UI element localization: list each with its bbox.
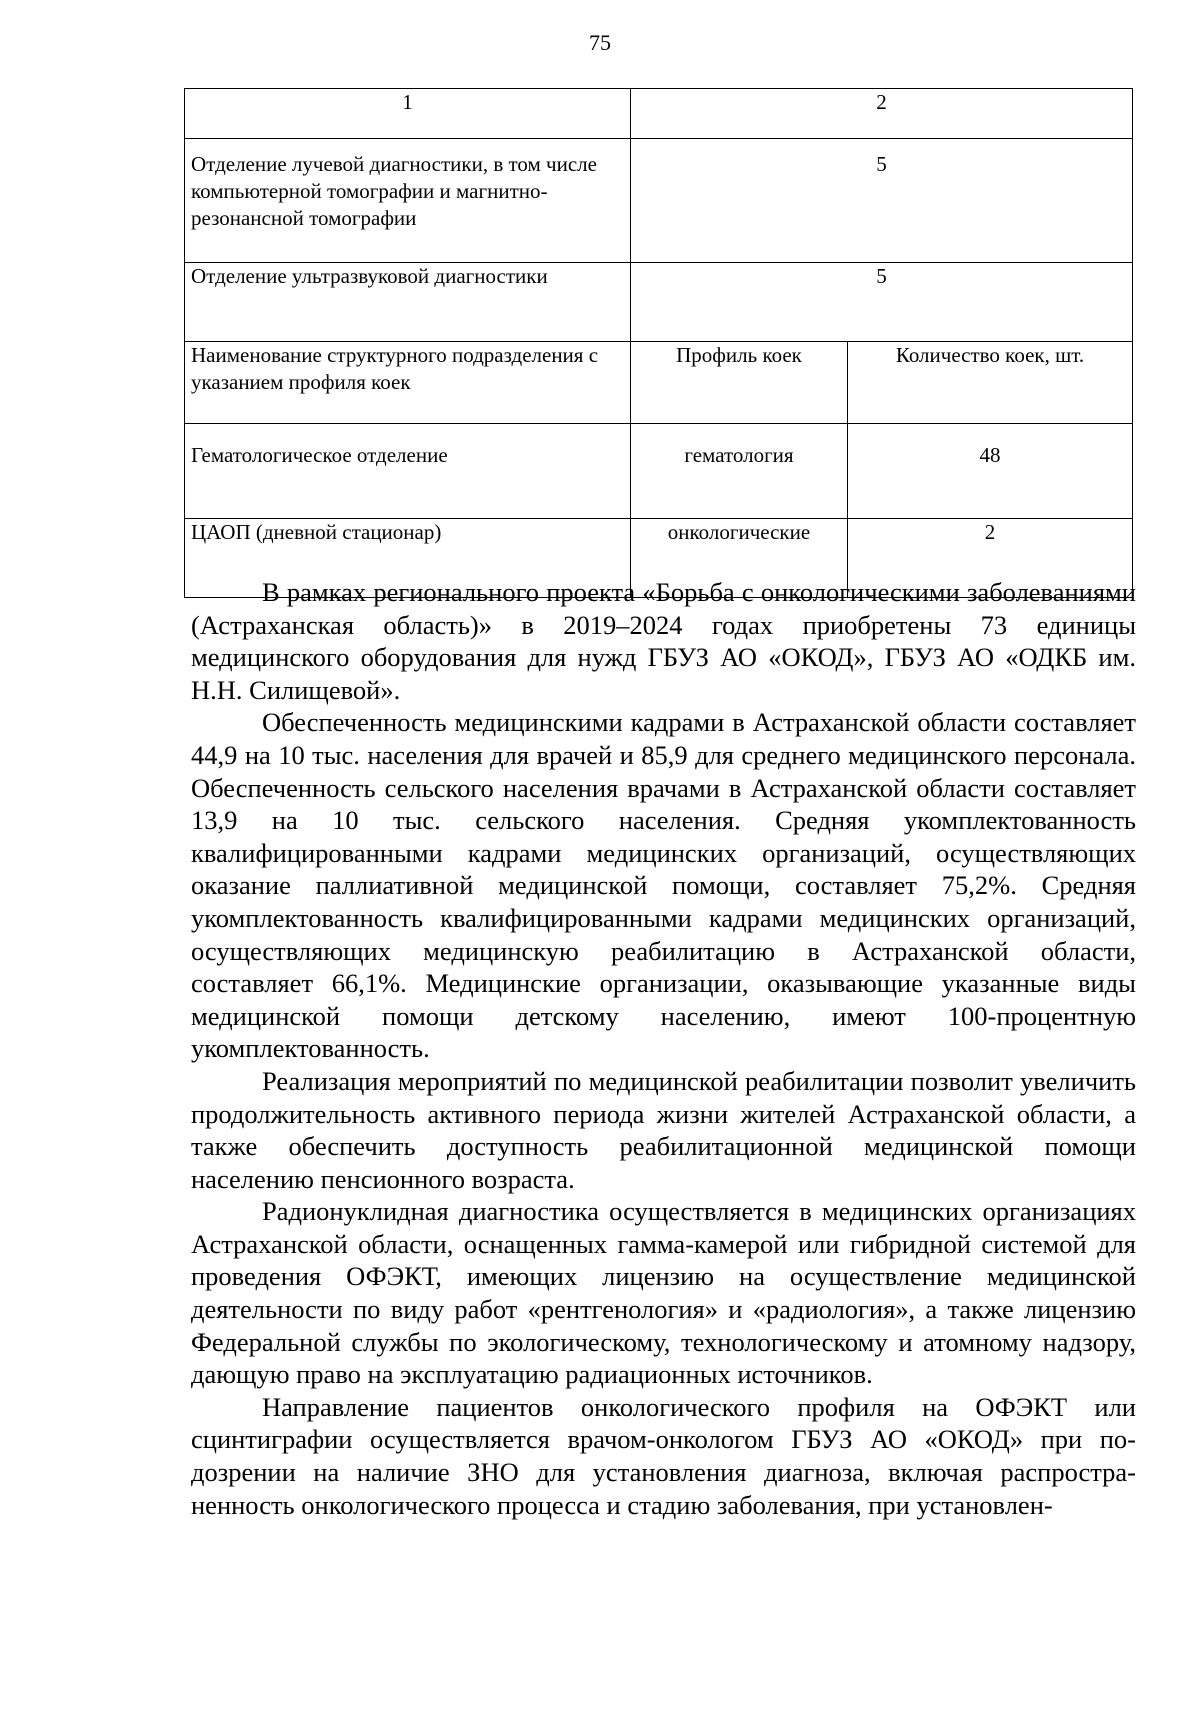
row-name: Отделение ультразвуковой диагностики — [185, 263, 631, 342]
subheader-name: Наименование структурного подразделения с указанием профиля коек — [185, 342, 631, 424]
row-profile: онкологические — [631, 519, 848, 598]
page-number: 75 — [589, 30, 611, 55]
header-col-2: 2 — [631, 89, 1133, 139]
row-value: 5 — [631, 139, 1133, 263]
table-row — [185, 139, 1133, 263]
paragraph: Радионуклидная диагностика осуществляется в медицинских организациях Астраханской области, оснащенных гамма-камерой или гибридной системой для проведения ОФЭКТ, имеющих лицензию на осуществление медицинской деятельности по виду работ «рентгенология» и «радиология», а также лицензию Федеральной службы по экологическому, технологическому и атомному надзору, дающую право на эксплуатацию радиационных источников. — [191, 1196, 1136, 1390]
row-profile: гематология — [631, 424, 848, 519]
row-count: 2 — [848, 519, 1133, 598]
paragraph: Реализация мероприятий по медицинской реабилитации позволит увеличить продолжительность активного периода жизни жителей Астраханской области, а также обеспечить доступность реабилитационной медицинской помощи населению пенсионного возраста. — [191, 1065, 1136, 1194]
table-row — [185, 263, 1133, 342]
body-text — [191, 576, 1136, 1521]
table-header-row — [185, 89, 1133, 139]
row-name: Отделение лучевой диагностики, в том числе компьютерной томографии и магнитно-резонансной томографии — [185, 139, 631, 263]
paragraph: В рамках регионального проекта «Борьба с онкологическими заболеваниями (Астраханская область)» в 2019–2024 годах приобретены 73 единицы медицинского оборудования для нужд ГБУЗ АО «ОКОД», ГБУЗ АО «ОДКБ им. Н.Н. Силищевой». — [191, 577, 1136, 705]
subheader-profile: Профиль коек — [631, 342, 848, 424]
paragraph: Направление пациентов онкологического профиля на ОФЭКТ или сцинтиграфии осуществляется врачом-онкологом ГБУЗ АО «ОКОД» при подозрении на наличие ЗНО для установления диагноза, включая распространенность онкологического процесса и стадию заболевания, при установлен- — [191, 1391, 1136, 1520]
row-name: Гематологическое отделение — [185, 424, 631, 519]
subheader-count: Количество коек, шт. — [848, 342, 1133, 424]
row-value: 5 — [631, 263, 1133, 342]
table-subheader-row — [185, 342, 1133, 424]
table-row — [185, 424, 1133, 519]
row-count: 48 — [848, 424, 1133, 519]
paragraph: Обеспеченность медицинскими кадрами в Астраханской области составляет 44,9 на 10 тыс. населения для врачей и 85,9 для среднего медицинского персонала. Обеспеченность сельского населения врачами в Астраханской области составляет 13,9 на 10 тыс. сельского населения. Средняя укомплектованность квалифицированными кадрами медицинских организаций, осуществляющих оказание паллиативной медицинской помощи, составляет 75,2%. Средняя укомплектованность квалифицированными кадрами медицинских организаций, осуществляющих медицинскую реабилитацию в Астраханской области, составляет 66,1%. Медицинские организации, оказывающие указанные виды медицинской помощи детскому населению, имеют 100-процентную укомплектованность. — [191, 707, 1136, 1064]
equipment-beds-table — [184, 88, 1133, 598]
header-col-1: 1 — [185, 89, 631, 139]
row-name: ЦАОП (дневной стационар) — [185, 519, 631, 598]
